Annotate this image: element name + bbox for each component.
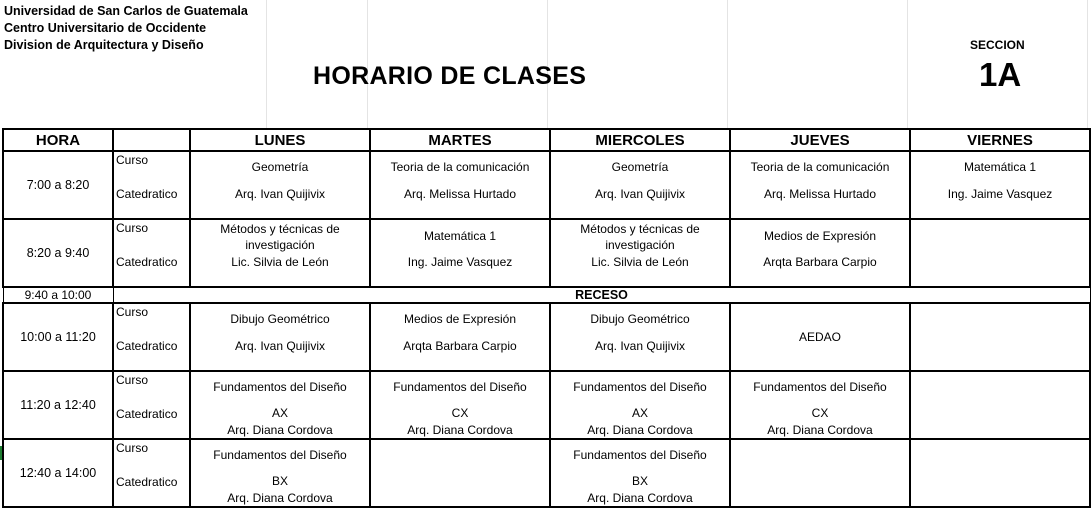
course-name: Medios de Expresión xyxy=(403,312,517,326)
course-name: Fundamentos del Diseño xyxy=(573,448,707,462)
label-catedratico: Catedratico xyxy=(116,187,178,201)
schedule-cell xyxy=(910,219,1090,287)
schedule-cell xyxy=(190,371,370,439)
course-name: Métodos y técnicas de investigación xyxy=(580,222,700,252)
teacher-name: Ing. Jaime Vasquez xyxy=(947,187,1053,201)
schedule-cell xyxy=(370,151,550,219)
schedule-cell xyxy=(550,371,730,439)
time-slot: 8:20 a 9:40 xyxy=(3,219,113,287)
course-name: AEDAO xyxy=(798,330,841,344)
course-name: Fundamentos del Diseño xyxy=(213,448,347,462)
course-name: Geometría xyxy=(611,160,669,174)
teacher-name: Arq. Ivan Quijivix xyxy=(234,339,326,353)
teacher-name: Arq. Ivan Quijivix xyxy=(594,339,686,353)
schedule-cell xyxy=(370,439,550,507)
schedule-cell xyxy=(190,303,370,371)
schedule-cell xyxy=(370,371,550,439)
course-name: Fundamentos del Diseño xyxy=(393,380,527,394)
schedule-cell xyxy=(730,219,910,287)
section-label: SECCION xyxy=(970,38,1025,52)
label-curso: Curso xyxy=(116,153,149,167)
day-header-martes: MARTES xyxy=(370,129,550,151)
course-name: Dibujo Geométrico xyxy=(230,312,330,326)
label-curso: Curso xyxy=(116,221,149,235)
time-slot: 7:00 a 8:20 xyxy=(3,151,113,219)
course-name: Matemática 1 xyxy=(423,229,497,243)
label-catedratico: Catedratico xyxy=(116,475,178,489)
schedule-cell xyxy=(550,439,730,507)
institution-line-3: Division de Arquitectura y Diseño xyxy=(4,38,204,52)
teacher-name: Arq. Melissa Hurtado xyxy=(403,187,517,201)
schedule-cell xyxy=(910,439,1090,507)
course-name: Métodos y técnicas de investigación xyxy=(220,222,340,252)
schedule-cell xyxy=(550,219,730,287)
course-group: CX xyxy=(451,406,469,420)
teacher-name: Arqta Barbara Carpio xyxy=(403,339,517,353)
teacher-name: Arq. Diana Cordova xyxy=(587,423,693,437)
teacher-name: Arq. Diana Cordova xyxy=(227,423,333,437)
time-slot: 10:00 a 11:20 xyxy=(3,303,113,371)
teacher-name: Arq. Diana Cordova xyxy=(767,423,873,437)
institution-line-2: Centro Universitario de Occidente xyxy=(4,21,207,35)
schedule-cell xyxy=(190,151,370,219)
course-group: AX xyxy=(271,406,288,420)
institution-line-1: Universidad de San Carlos de Guatemala xyxy=(4,4,248,18)
schedule-cell xyxy=(370,219,550,287)
teacher-name: Arq. Diana Cordova xyxy=(587,491,693,505)
teacher-name: Arq. Diana Cordova xyxy=(407,423,513,437)
label-curso: Curso xyxy=(116,305,149,319)
label-catedratico: Catedratico xyxy=(116,255,178,269)
label-curso: Curso xyxy=(116,373,149,387)
row-labels xyxy=(113,219,190,287)
schedule-cell xyxy=(190,439,370,507)
schedule-cell xyxy=(370,303,550,371)
schedule-cell xyxy=(910,151,1090,219)
course-name: Fundamentos del Diseño xyxy=(753,380,887,394)
break-time: 9:40 a 10:00 xyxy=(3,287,113,303)
page-title: HORARIO DE CLASES xyxy=(313,62,587,90)
schedule-row xyxy=(3,439,1090,507)
course-name: Teoria de la comunicación xyxy=(390,160,530,174)
schedule-cell xyxy=(730,371,910,439)
schedule-row xyxy=(3,303,1090,371)
course-name: Medios de Expresión xyxy=(763,229,877,243)
label-header xyxy=(113,129,190,151)
teacher-name: Arq. Ivan Quijivix xyxy=(594,187,686,201)
institution-header xyxy=(4,3,248,54)
schedule-cell xyxy=(730,151,910,219)
teacher-name: Arq. Melissa Hurtado xyxy=(763,187,877,201)
section-value: 1A xyxy=(979,56,1022,93)
row-labels xyxy=(113,439,190,507)
teacher-name: Lic. Silvia de León xyxy=(591,255,689,269)
schedule-cell xyxy=(550,151,730,219)
course-name: Geometría xyxy=(251,160,309,174)
day-header-viernes: VIERNES xyxy=(910,129,1090,151)
course-name: Dibujo Geométrico xyxy=(590,312,690,326)
row-labels xyxy=(113,151,190,219)
schedule-cell xyxy=(730,303,910,371)
course-group: BX xyxy=(271,474,288,488)
break-row xyxy=(3,287,1090,303)
time-slot: 12:40 a 14:00 xyxy=(3,439,113,507)
schedule-cell xyxy=(910,303,1090,371)
teacher-name: Arq. Diana Cordova xyxy=(227,491,333,505)
course-group: BX xyxy=(631,474,648,488)
schedule-row xyxy=(3,219,1090,287)
time-slot: 11:20 a 12:40 xyxy=(3,371,113,439)
course-group: CX xyxy=(811,406,829,420)
teacher-name: Lic. Silvia de León xyxy=(231,255,329,269)
day-header-lunes: LUNES xyxy=(190,129,370,151)
label-curso: Curso xyxy=(116,441,149,455)
schedule-cell xyxy=(550,303,730,371)
course-name: Teoria de la comunicación xyxy=(750,160,890,174)
day-header-jueves: JUEVES xyxy=(730,129,910,151)
row-labels xyxy=(113,371,190,439)
course-group: AX xyxy=(631,406,648,420)
teacher-name: Arq. Ivan Quijivix xyxy=(234,187,326,201)
row-labels xyxy=(113,303,190,371)
hora-header: HORA xyxy=(3,129,113,151)
schedule-cell xyxy=(910,371,1090,439)
teacher-name: Ing. Jaime Vasquez xyxy=(407,255,513,269)
schedule-cell xyxy=(190,219,370,287)
schedule-row xyxy=(3,371,1090,439)
label-catedratico: Catedratico xyxy=(116,339,178,353)
teacher-name: Arqta Barbara Carpio xyxy=(763,255,877,269)
day-header-miercoles: MIERCOLES xyxy=(550,129,730,151)
course-name: Fundamentos del Diseño xyxy=(573,380,707,394)
schedule-row xyxy=(3,151,1090,219)
schedule-table xyxy=(2,128,1091,508)
schedule-cell xyxy=(730,439,910,507)
label-catedratico: Catedratico xyxy=(116,407,178,421)
break-label: RECESO xyxy=(113,287,1090,303)
course-name: Matemática 1 xyxy=(963,160,1037,174)
course-name: Fundamentos del Diseño xyxy=(213,380,347,394)
header-row xyxy=(3,129,1090,151)
